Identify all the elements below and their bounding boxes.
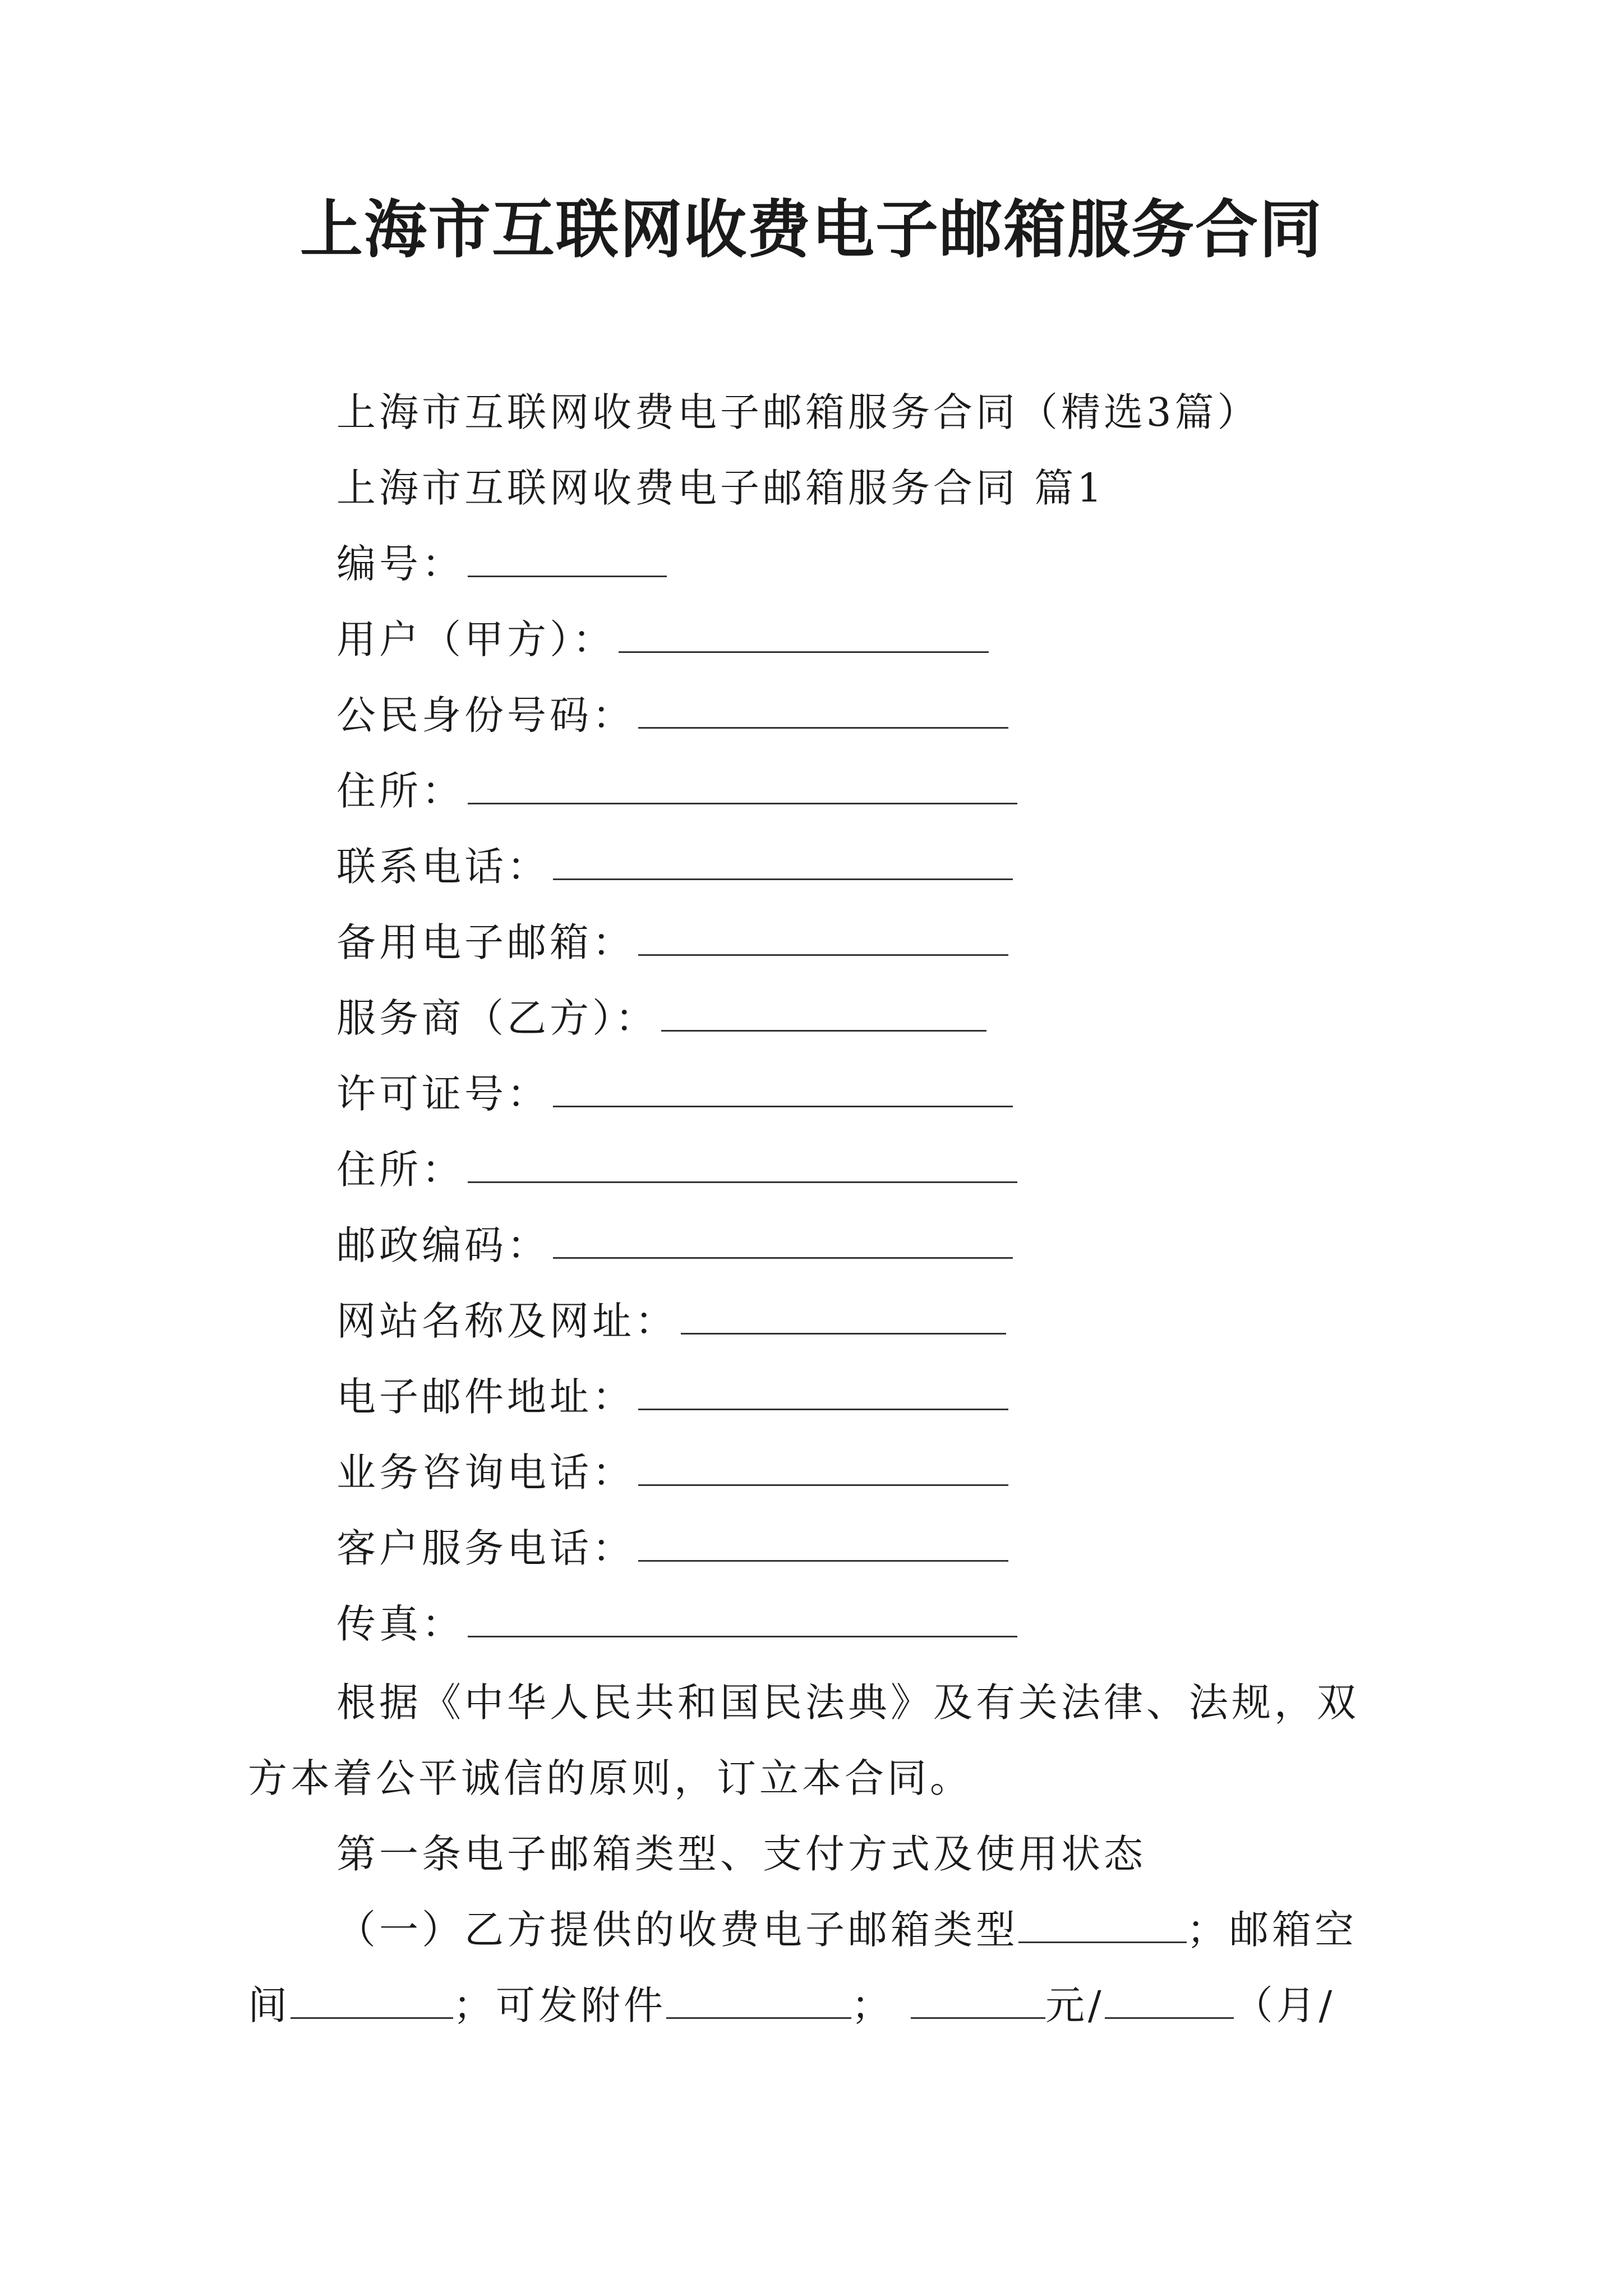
field-license-number bbox=[336, 1066, 1013, 1122]
field-contract-number bbox=[336, 536, 667, 592]
price-blank[interactable] bbox=[911, 1982, 1045, 2019]
field-label: 客户服务电话： bbox=[336, 1525, 635, 1571]
fill-in-blank[interactable] bbox=[468, 1147, 1017, 1183]
field-backup-email bbox=[336, 914, 1008, 970]
field-label: 住所： bbox=[336, 1147, 464, 1193]
document-subtitle: 上海市互联网收费电子邮箱服务合同（精选3篇） bbox=[336, 389, 1260, 435]
field-website bbox=[336, 1293, 1006, 1349]
basis-paragraph-line2: 方本着公平诚信的原则，订立本合同。 bbox=[248, 1755, 972, 1801]
field-postal-code bbox=[336, 1217, 1013, 1273]
clause1-line2 bbox=[248, 1977, 1335, 2033]
field-label: 许可证号： bbox=[336, 1071, 550, 1117]
field-label: 传真： bbox=[336, 1601, 464, 1647]
field-label: 业务咨询电话： bbox=[336, 1450, 635, 1496]
fill-in-blank[interactable] bbox=[638, 919, 1008, 956]
field-label: 联系电话： bbox=[336, 844, 550, 890]
fill-in-blank[interactable] bbox=[553, 844, 1013, 880]
section-heading: 上海市互联网收费电子邮箱服务合同 篇1 bbox=[336, 465, 1105, 511]
fill-in-blank[interactable] bbox=[468, 541, 667, 577]
field-label: 电子邮件地址： bbox=[336, 1374, 635, 1420]
clause-text: ； bbox=[851, 1982, 894, 2028]
mailbox-type-blank[interactable] bbox=[1018, 1907, 1187, 1943]
clause-text: （月/ bbox=[1233, 1982, 1336, 2028]
fill-in-blank[interactable] bbox=[638, 1525, 1008, 1562]
field-label: 编号： bbox=[336, 541, 464, 587]
field-email-address bbox=[336, 1369, 1008, 1425]
mailbox-space-blank[interactable] bbox=[291, 1982, 453, 2019]
fill-in-blank[interactable] bbox=[638, 1450, 1008, 1486]
article1-heading: 第一条电子邮箱类型、支付方式及使用状态 bbox=[336, 1831, 1146, 1877]
field-label: 住所： bbox=[336, 768, 464, 814]
field-address-b bbox=[336, 1142, 1017, 1198]
clause-text: ；可发附件 bbox=[453, 1982, 666, 2028]
fill-in-blank[interactable] bbox=[468, 768, 1017, 804]
field-phone bbox=[336, 839, 1013, 895]
fill-in-blank[interactable] bbox=[553, 1222, 1013, 1259]
field-business-phone bbox=[336, 1444, 1008, 1501]
fill-in-blank[interactable] bbox=[553, 1071, 1013, 1107]
fill-in-blank[interactable] bbox=[638, 1374, 1008, 1410]
clause-text: 间 bbox=[248, 1982, 291, 2028]
field-fax bbox=[336, 1596, 1017, 1652]
fill-in-blank[interactable] bbox=[468, 1601, 1017, 1637]
field-service-phone bbox=[336, 1520, 1008, 1576]
field-label: 用户（甲方）： bbox=[336, 616, 615, 662]
field-id-number bbox=[336, 687, 1008, 743]
document-title: 上海市互联网收费电子邮箱服务合同 bbox=[300, 193, 1323, 266]
field-provider-party-b bbox=[336, 990, 986, 1046]
fill-in-blank[interactable] bbox=[661, 995, 986, 1032]
basis-paragraph-line1: 根据《中华人民共和国民法典》及有关法律、法规，双 bbox=[336, 1680, 1359, 1726]
fill-in-blank[interactable] bbox=[681, 1298, 1006, 1335]
field-label: 邮政编码： bbox=[336, 1222, 550, 1268]
period-blank[interactable] bbox=[1105, 1982, 1234, 2019]
field-user-party-a bbox=[336, 611, 989, 668]
field-label: 公民身份号码： bbox=[336, 692, 635, 738]
fill-in-blank[interactable] bbox=[638, 692, 1008, 729]
fill-in-blank[interactable] bbox=[619, 616, 989, 653]
clause1-line1 bbox=[336, 1902, 1357, 1958]
attachment-blank[interactable] bbox=[666, 1982, 851, 2019]
field-label: 服务商（乙方）： bbox=[336, 995, 658, 1041]
clause-text: （一）乙方提供的收费电子邮箱类型 bbox=[336, 1907, 1018, 1953]
field-label: 网站名称及网址： bbox=[336, 1298, 677, 1344]
field-label: 备用电子邮箱： bbox=[336, 919, 635, 965]
clause-text: ；邮箱空 bbox=[1187, 1907, 1357, 1953]
clause-text: 元/ bbox=[1045, 1982, 1105, 2028]
field-address-a bbox=[336, 763, 1017, 819]
